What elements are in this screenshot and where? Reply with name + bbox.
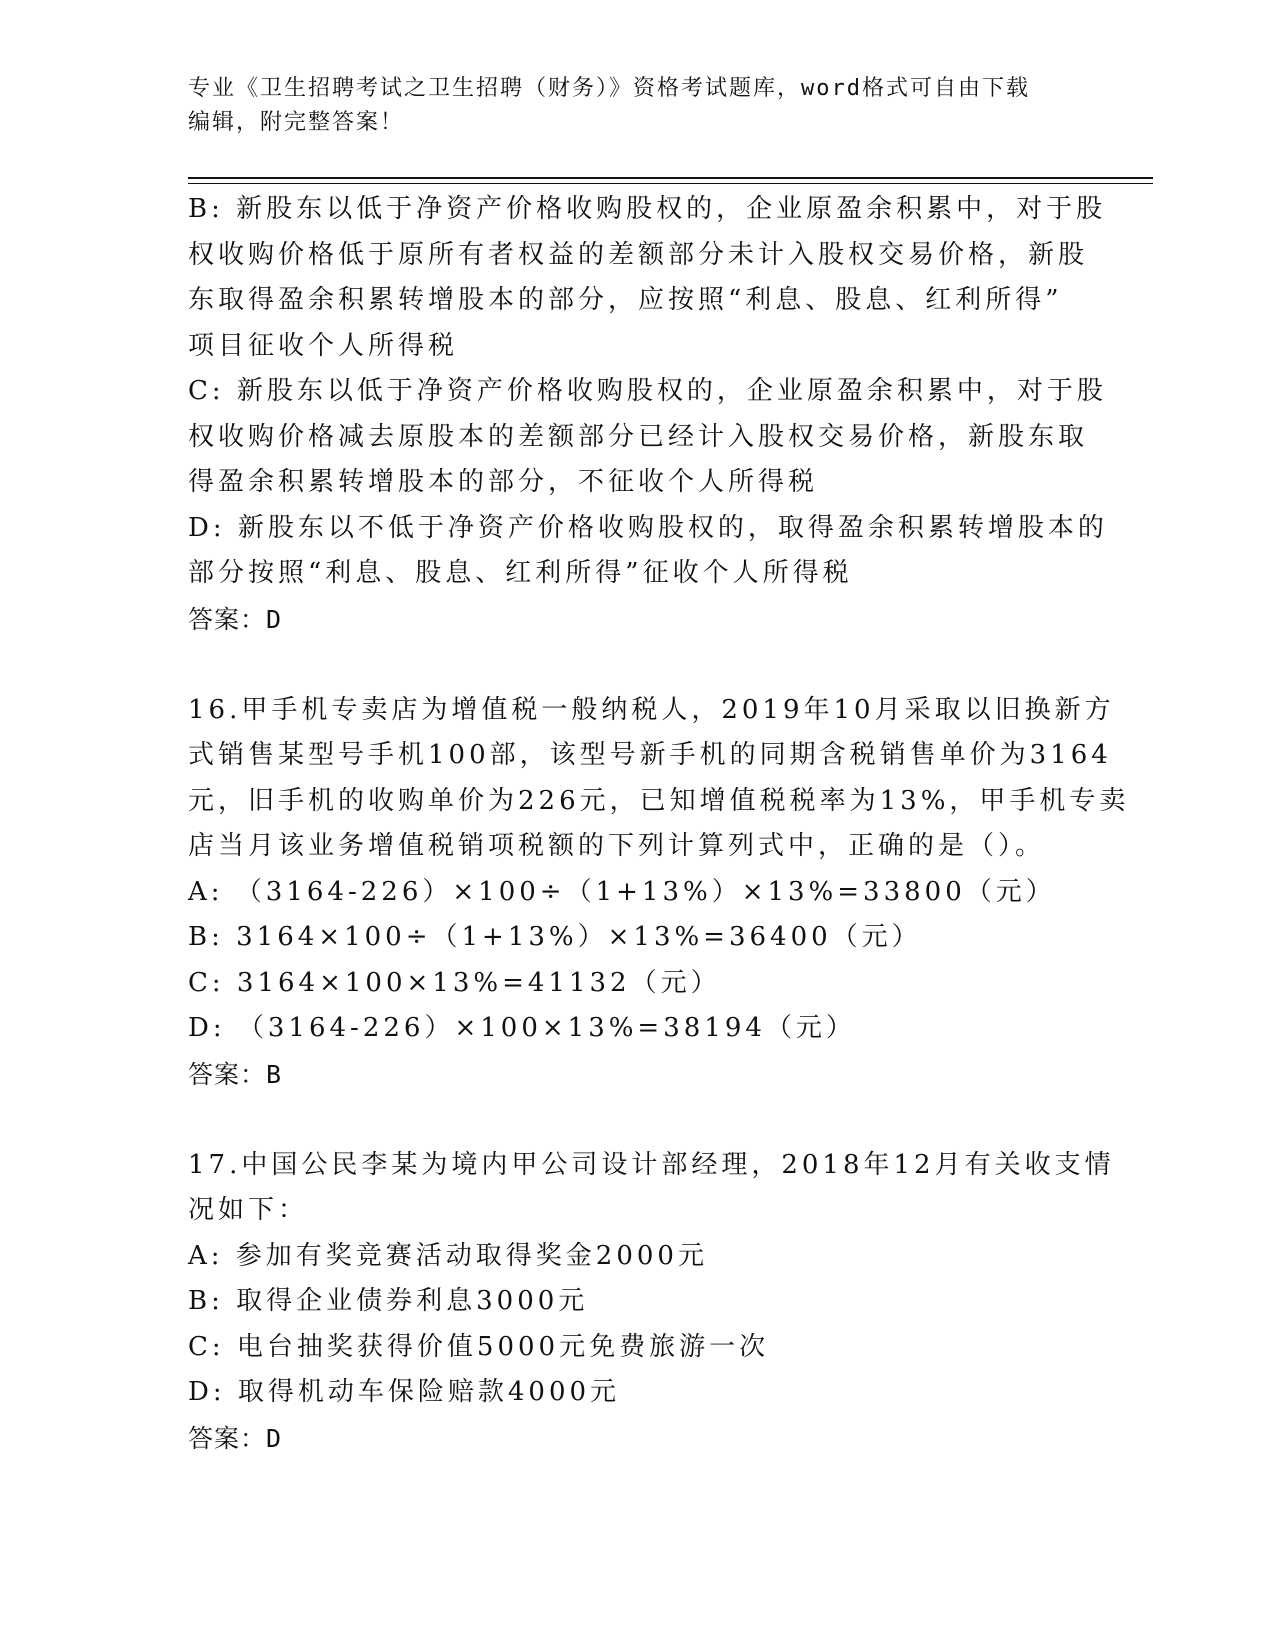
text-line: C: 新股东以低于净资产价格收购股权的，企业原盈余积累中，对于股	[188, 376, 1107, 406]
text-line: 式销售某型号手机100部，该型号新手机的同期含税销售单价为3164	[188, 740, 1112, 770]
text-line: 17.中国公民李某为境内甲公司设计部经理，2018年12月有关收支情	[188, 1149, 1115, 1180]
header-divider-thin	[188, 183, 1153, 184]
text-line: 部分按照“利息、股息、红利所得”征收个人所得税	[188, 558, 853, 588]
q15-option-b	[188, 187, 1107, 369]
q16-option-b: B: 3164×100÷（1+13%）×13%=36400（元）	[188, 922, 922, 952]
q16-answer: 答案：B	[188, 1059, 283, 1089]
text-line: 权收购价格低于原所有者权益的差额部分未计入股权交易价格，新股	[188, 239, 1089, 270]
q16-stem	[188, 688, 1130, 870]
q17-answer: 答案：D	[188, 1423, 283, 1453]
q16-option-a: A: （3164-226）×100÷（1+13%）×13%=33800（元）	[188, 876, 1056, 907]
q17-option-b: B: 取得企业债券利息3000元	[188, 1286, 589, 1316]
document-header	[188, 72, 1088, 140]
q15-option-d	[188, 506, 1108, 597]
text-line: D: 新股东以不低于净资产价格收购股权的，取得盈余积累转增股本的	[188, 512, 1108, 543]
q15-option-c	[188, 369, 1107, 506]
text-line: B: 新股东以低于净资产价格收购股权的，企业原盈余积累中，对于股	[188, 194, 1107, 224]
q17-option-a: A: 参加有奖竞赛活动取得奖金2000元	[188, 1240, 708, 1271]
text-line: 权收购价格减去原股本的差额部分已经计入股权交易价格，新股东取	[188, 421, 1089, 452]
header-line-2: 编辑，附完整答案！	[188, 110, 405, 135]
question-17	[188, 1143, 1115, 1462]
q16-option-d: D: （3164-226）×100×13%=38194（元）	[188, 1013, 856, 1043]
spacer	[188, 642, 1088, 688]
text-line: 元，旧手机的收购单价为226元，已知增值税税率为13%，甲手机专卖	[188, 785, 1130, 816]
text-line: 况如下：	[188, 1195, 309, 1225]
text-line: 项目征收个人所得税	[188, 330, 459, 361]
text-line: 店当月该业务增值税销项税额的下列计算列式中，正确的是（）。	[188, 831, 1046, 861]
q17-option-c: C: 电台抽奖获得价值5000元免费旅游一次	[188, 1331, 770, 1362]
question-15	[188, 187, 1108, 642]
text-line: 得盈余积累转增股本的部分，不征收个人所得税	[188, 467, 819, 497]
spacer	[188, 1097, 1088, 1143]
text-line: 东取得盈余积累转增股本的部分，应按照“利息、股息、红利所得”	[188, 285, 1063, 315]
q15-answer: 答案：D	[188, 604, 283, 634]
q16-option-c: C: 3164×100×13%=41132（元）	[188, 967, 721, 998]
header-line-1: 专业《卫生招聘考试之卫生招聘（财务）》资格考试题库，word格式可自由下载	[188, 76, 1030, 101]
header-divider-thick	[188, 177, 1153, 179]
q17-stem	[188, 1143, 1115, 1234]
q17-option-d: D: 取得机动车保险赔款4000元	[188, 1377, 621, 1407]
question-16	[188, 688, 1130, 1098]
document-body	[188, 187, 1130, 1461]
text-line: 16.甲手机专卖店为增值税一般纳税人，2019年10月采取以旧换新方	[188, 694, 1115, 725]
